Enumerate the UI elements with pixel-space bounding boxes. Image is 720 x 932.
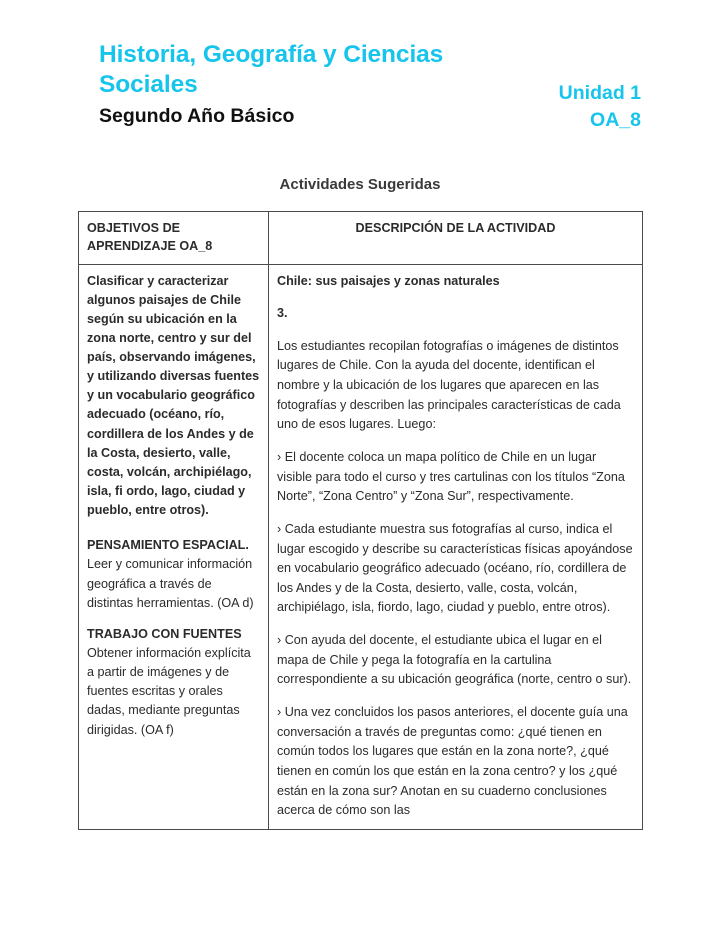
subject-title: Historia, Geografía y Ciencias Sociales xyxy=(99,41,444,98)
skill-name-spatial-thinking: PENSAMIENTO ESPACIAL. xyxy=(87,538,249,553)
step-marker-icon: › xyxy=(277,449,282,464)
table-header-row xyxy=(79,212,643,265)
activities-table xyxy=(78,211,643,830)
activity-step-text: Una vez concluidos los pasos anteriores, el docente guía una conversación a través de preguntas como: ¿qué tienen en común todos los lugares que están en la zona norte?, ¿qué tienen en común los que están en la zona centro? y los ¿qué están en la zona sur? Anotan en su cuaderno conclusiones acerca de cómo son las xyxy=(277,705,628,818)
header-right-group xyxy=(549,40,641,133)
oa-code-label: OA_8 xyxy=(590,109,641,132)
header-left-group xyxy=(99,40,549,128)
step-marker-icon: › xyxy=(277,705,282,720)
activity-step xyxy=(277,520,634,618)
column-header-objectives: OBJETIVOS DE APRENDIZAJE OA_8 xyxy=(79,212,269,265)
skill-name-sources-work: TRABAJO CON FUENTES xyxy=(87,626,242,641)
cell-description xyxy=(269,264,643,829)
document-header xyxy=(99,40,641,150)
activity-step xyxy=(277,631,634,690)
activity-intro-text: Los estudiantes recopilan fotografías o imágenes de distintos lugares de Chile. Con la ayuda del docente, identifican el nombre y la ubicación de los lugares que aparecen en las fotografías y describen las principales características de cada uno de esos lugares. Luego: xyxy=(277,338,621,432)
activity-step-text: Cada estudiante muestra sus fotografías al curso, indica el lugar escogido y describe su características físicas apoyándose en vocabulario geográfico adecuado (océano, río, cordillera de los Andes y de la Costa, desierto, valle, costa, volcán, archipiélago, isla, fiordo, lago, ciudad y pueblo, entre otros). xyxy=(277,521,633,615)
step-marker-icon: › xyxy=(277,521,282,536)
activity-number: 3. xyxy=(277,306,288,321)
section-heading: Actividades Sugeridas xyxy=(279,176,441,193)
grade-title: Segundo Año Básico xyxy=(99,104,295,127)
unit-label: Unidad 1 xyxy=(558,82,641,104)
activity-title: Chile: sus paisajes y zonas naturales xyxy=(277,273,500,288)
skill-block-spatial-thinking xyxy=(87,536,260,613)
cell-objectives xyxy=(79,264,269,829)
skill-block-sources-work xyxy=(87,625,260,740)
skill-text-sources-work: Obtener información explícita a partir de imágenes y de fuentes escritas y orales dadas, mediante preguntas dirigidas. (OA f) xyxy=(87,646,251,737)
activity-step xyxy=(277,448,634,507)
column-header-description: DESCRIPCIÓN DE LA ACTIVIDAD xyxy=(269,212,643,265)
step-marker-icon: › xyxy=(277,633,282,648)
oa-statement-text: Clasificar y caracterizar algunos paisajes de Chile según su ubicación en la zona norte, centro y sur del país, observando imágenes, y utilizando diversas fuentes y un vocabulario geográfico adecuado (océano, río, cordillera de los Andes y de la Costa, desierto, valle, costa, volcán, archipiélago, isla, fi ordo, lago, ciudad y pueblo, entre otros). xyxy=(87,273,260,518)
activity-step-text: Con ayuda del docente, el estudiante ubica el lugar en el mapa de Chile y pega la fotografía en la cartulina correspondiente a su ubicación geográfica (norte, centro o sur). xyxy=(277,633,632,687)
activity-step xyxy=(277,703,634,821)
table-row xyxy=(79,264,643,829)
activity-step-text: El docente coloca un mapa político de Chile en un lugar visible para todo el curso y tres cartulinas con los títulos “Zona Norte”, “Zona Centro” y “Zona Sur”, respectivamente. xyxy=(277,449,625,504)
skill-text-spatial-thinking: Leer y comunicar información geográfica a través de distintas herramientas. (OA d) xyxy=(87,557,254,610)
